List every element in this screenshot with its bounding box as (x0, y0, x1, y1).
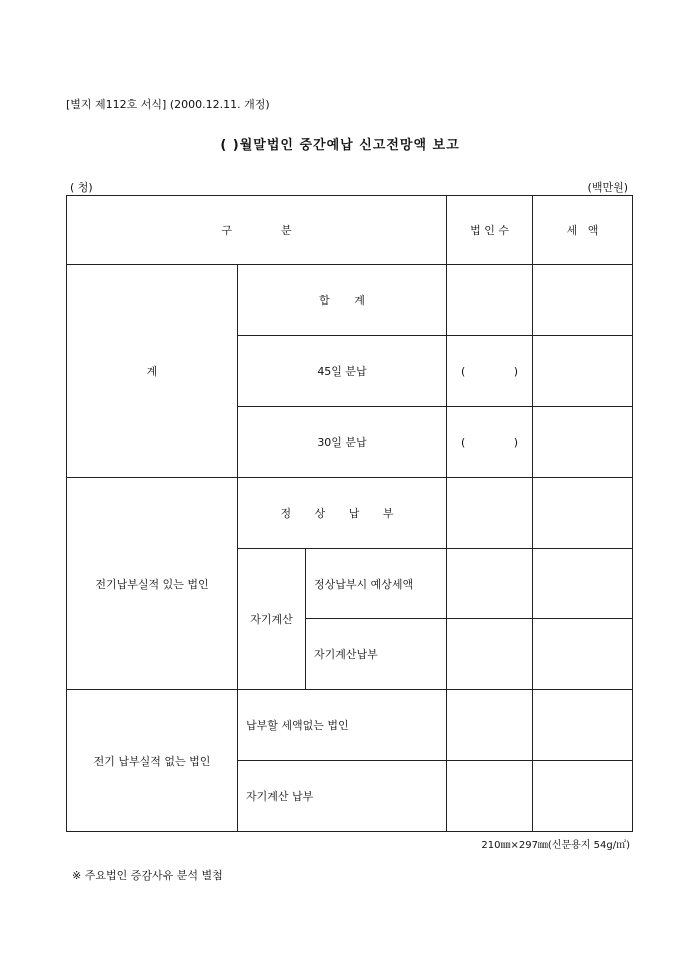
row-sum-label: 합 계 (238, 265, 447, 336)
header-category: 구 분 (67, 196, 447, 265)
corp-count-cell[interactable] (447, 619, 533, 690)
paren-open: ( (461, 435, 466, 449)
tax-amount-cell[interactable] (533, 549, 633, 619)
row-expected-tax-label: 정상납부시 예상세액 (306, 549, 447, 619)
corp-count-cell[interactable] (447, 549, 533, 619)
row-45day-label: 45일 분납 (238, 336, 447, 407)
table-row (67, 265, 633, 336)
paren-close: ) (513, 435, 519, 449)
row-self-pay2-label: 자기계산 납부 (238, 761, 447, 832)
group-total-label: 계 (67, 265, 238, 478)
corp-count-cell[interactable] (447, 478, 533, 549)
tax-amount-cell[interactable] (533, 761, 633, 832)
corp-count-cell[interactable] (447, 265, 533, 336)
row-self-payment-label: 자기계산납부 (306, 619, 447, 690)
row-30day-label: 30일 분납 (238, 407, 447, 478)
group-with-record-label: 전기납부실적 있는 법인 (67, 478, 238, 690)
tax-amount-cell[interactable] (533, 265, 633, 336)
tax-amount-cell[interactable] (533, 407, 633, 478)
corp-count-cell[interactable] (447, 407, 533, 478)
unit-label: (백만원) (587, 181, 628, 194)
corp-count-cell[interactable] (447, 690, 533, 761)
tax-amount-cell[interactable] (533, 619, 633, 690)
report-table (66, 195, 633, 832)
footnote: ※ 주요법인 증감사유 분석 별첨 (72, 869, 223, 882)
office-label: ( 청) (70, 181, 93, 194)
paren-open: ( (461, 364, 466, 378)
table-row (67, 478, 633, 549)
header-corp-count: 법 인 수 (447, 196, 533, 265)
tax-amount-cell[interactable] (533, 690, 633, 761)
corp-count-cell[interactable] (447, 761, 533, 832)
table-row (67, 690, 633, 761)
row-normal-payment-label: 정 상 납 부 (238, 478, 447, 549)
paper-spec: 210㎜×297㎜(신문용지 54g/㎡) (481, 840, 630, 851)
self-calc-label: 자기계산 (238, 549, 306, 690)
tax-amount-cell[interactable] (533, 336, 633, 407)
row-no-tax-label: 납부할 세액없는 법인 (238, 690, 447, 761)
group-without-record-label: 전기 납부실적 없는 법인 (67, 690, 238, 832)
table-header-row (67, 196, 633, 265)
header-tax-amount: 세 액 (533, 196, 633, 265)
paren-close: ) (513, 364, 519, 378)
tax-amount-cell[interactable] (533, 478, 633, 549)
form-number-label: [별지 제112호 서식] (2000.12.11. 개정) (66, 98, 270, 111)
corp-count-cell[interactable] (447, 336, 533, 407)
report-title: ( )월말법인 중간예납 신고전망액 보고 (220, 138, 460, 153)
